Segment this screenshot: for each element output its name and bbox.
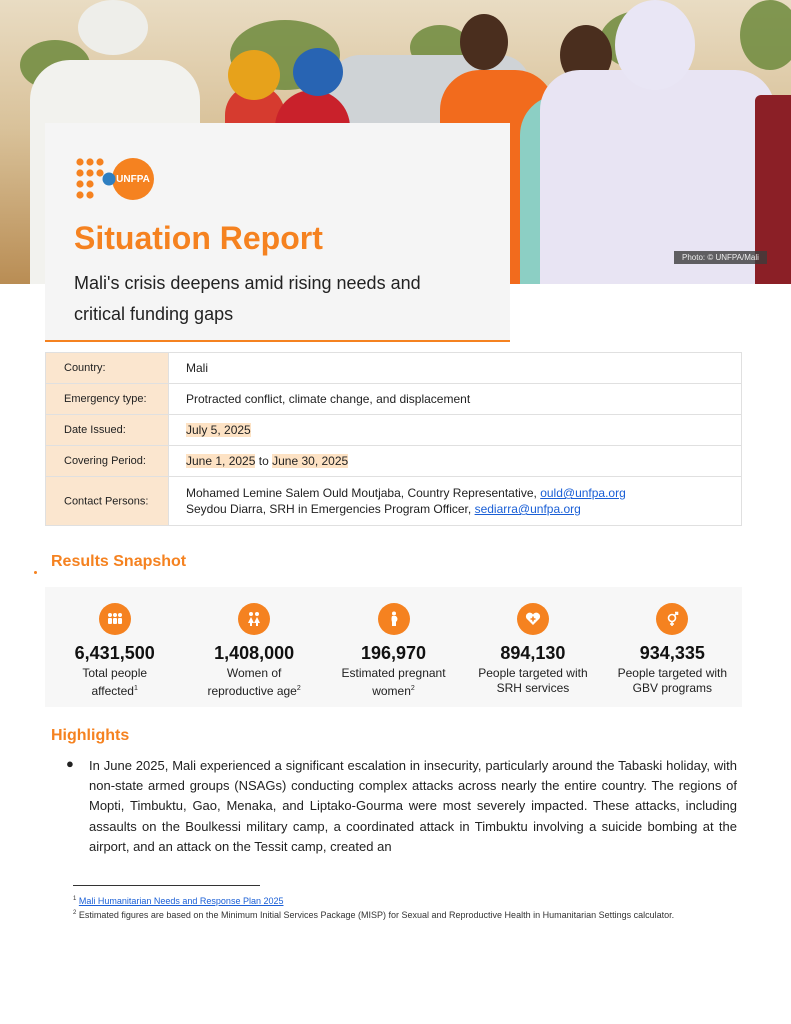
pregnant-icon [378, 603, 410, 635]
contact-1 [186, 485, 723, 501]
highlights-heading: Highlights [51, 727, 130, 744]
footnotes [73, 893, 713, 921]
results-snapshot [45, 587, 742, 707]
footnote-divider [73, 885, 260, 886]
stat-gbv-targeted [603, 587, 742, 707]
country-label: Country: [46, 353, 169, 384]
unfpa-logo [75, 157, 155, 201]
date-issued-label: Date Issued: [46, 415, 169, 446]
contact-1-text: Mohamed Lemine Salem Ould Moutjaba, Country Representative, [186, 486, 537, 500]
stat-total-affected [45, 587, 184, 707]
period-end: June 30, 2025 [272, 454, 349, 468]
bullet-icon: ● [66, 756, 74, 771]
stat-label: Women of reproductive age$^2$ [207, 666, 301, 698]
title-card [45, 123, 510, 342]
heart-plus-icon [517, 603, 549, 635]
stat-srh-targeted [463, 587, 602, 707]
date-issued-value: July 5, 2025 [186, 423, 251, 437]
stat-value: 196,970 [360, 643, 427, 663]
footnote-2: $^2$ Estimated figures are based on the Minimum Initial Services Package (MISP) for Sexual and Reproductive Health in Humanitarian Settings calculator. [73, 910, 675, 920]
period-start: June 1, 2025 [186, 454, 256, 468]
report-subtitle: Mali's crisis deepens amid rising needs and critical funding gaps [74, 273, 421, 324]
contact-persons-label: Contact Persons: [46, 477, 169, 526]
stat-label: People targeted with GBV programs [617, 666, 728, 695]
stat-value: 894,130 [500, 643, 566, 663]
emergency-type-value: Protracted conflict, climate change, and displacement [169, 384, 742, 415]
stat-label: People targeted with SRH services [478, 666, 588, 695]
contact-2-text: Seydou Diarra, SRH in Emergencies Program Officer, [186, 502, 472, 516]
covering-period-value [169, 446, 742, 477]
covering-period-label: Covering Period: [46, 446, 169, 477]
stat-label: Total people affected$^1$ [82, 666, 148, 698]
stat-women-reproductive-age [184, 587, 323, 707]
stat-value: 6,431,500 [74, 643, 155, 663]
contact-persons-value [169, 477, 742, 526]
results-snapshot-heading: Results Snapshot [51, 553, 187, 570]
highlight-paragraph: In June 2025, Mali experienced a significant escalation in insecurity, particularly around the Tabaski holiday, with non-state armed groups (NSAGs) conducting complex attacks across nearly the entire country. The regions of Mopti, Timbuktu, Gao, Menaka, and Liptako-Gourma were most severely impacted. These attacks, including assaults on the Boulkessi military camp, a coordinated attack in Timbuktu involving a suicide bombing at the airport, and an attack on the Tessit camp, created an [89, 758, 737, 854]
decorative-dot [34, 571, 37, 574]
stat-pregnant-women [324, 587, 463, 707]
stat-value: 934,335 [639, 643, 705, 663]
stat-value: 1,408,000 [214, 643, 295, 663]
group-icon [99, 603, 131, 635]
contact-2 [186, 501, 723, 517]
women-icon [238, 603, 270, 635]
country-value: Mali [169, 353, 742, 384]
gender-icon [656, 603, 688, 635]
contact-2-email-link[interactable]: sediarra@unfpa.org [474, 502, 581, 516]
emergency-type-label: Emergency type: [46, 384, 169, 415]
photo-credit: Photo: © UNFPA/Mali [674, 251, 767, 264]
report-title: Situation Report [74, 220, 323, 256]
footnote-1-link[interactable]: Mali Humanitarian Needs and Response Plan 2025 [78, 896, 284, 906]
period-to: to [258, 454, 269, 468]
footnote-1: $^1$ Mali Humanitarian Needs and Response Plan 2025 [73, 896, 284, 906]
footnote-2-text: Estimated figures are based on the Minimum Initial Services Package (MISP) for Sexual and Reproductive Health in Humanitarian Settings calculator. [78, 910, 675, 920]
stat-label: Estimated pregnant women$^2$ [341, 666, 446, 698]
contact-1-email-link[interactable]: ould@unfpa.org [540, 486, 626, 500]
report-info-table [45, 352, 742, 526]
logo-text: UNFPA [116, 174, 150, 185]
